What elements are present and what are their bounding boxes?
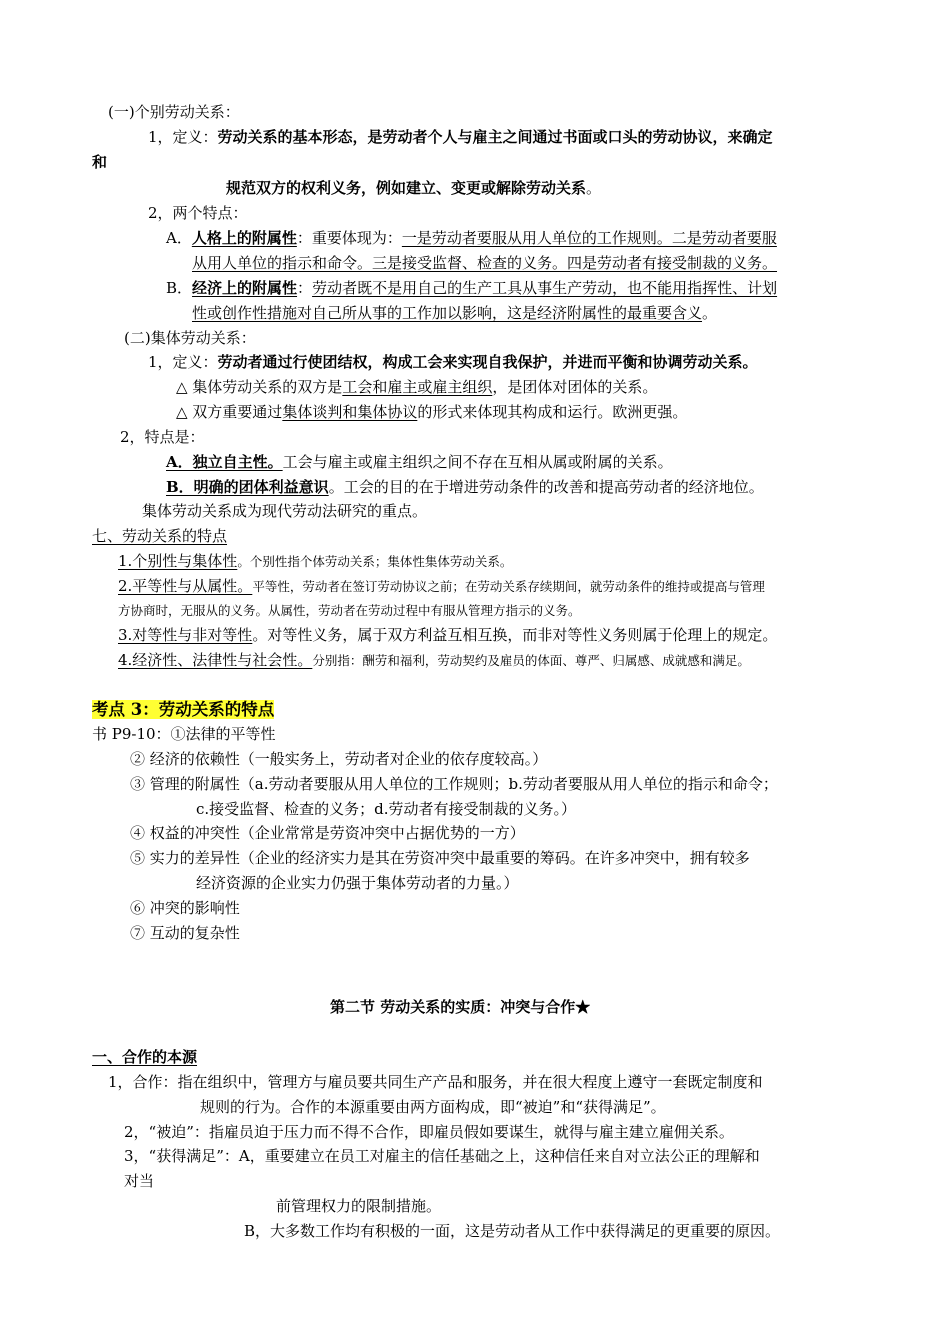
section2-line-4: B，大多数工作均有积极的一面，这是劳动者从工作中获得满足的更重要的原因。 <box>244 1222 781 1240</box>
note-2-text-2: 的形式来体现其构成和运行。欧洲更强。 <box>417 403 688 421</box>
section2-line-1: 1，合作：指在组织中，管理方与雇员要共同生产产品和服务，并在很大程度上遵守一套既定制度和 <box>108 1073 763 1091</box>
collective-note-1 <box>176 376 657 398</box>
individual-heading: (一)个别劳动关系： <box>108 103 240 121</box>
item-3-title: 3.对等性与非对等性 <box>118 626 253 644</box>
item-3-text: 。对等性义务，属于双方利益互相互换，而非对等性义务则属于伦理上的规定。 <box>252 626 778 644</box>
collective-feature-a <box>166 451 673 473</box>
item-2-text: 平等性，劳动者在签订劳动协议之前；在劳动关系存续期间，就劳动条件的维持或提高与管理 <box>252 579 765 594</box>
collective-definition-text: 劳动者通过行使团结权，构成工会来实现自我保护，并进而平衡和协调劳动关系。 <box>217 353 758 371</box>
highlighted-heading: 考点 3：劳动关系的特点 <box>92 700 275 719</box>
feature-b-text: 劳动者既不是用自己的生产工具从事生产劳动，也不能用指挥性、计划 <box>312 279 778 297</box>
section2-title: 第二节 劳动关系的实质：冲突与合作★ <box>330 998 591 1016</box>
kaodian-line-6: ⑥ 冲突的影响性 <box>130 899 240 917</box>
collective-feature-b-title: B．明确的团体利益意识 <box>166 478 329 496</box>
kaodian-line-1: 书 P9-10：①法律的平等性 <box>92 725 276 743</box>
collective-feature-a-text: 工会与雇主或雇主组织之间不存在互相从属或附属的关系。 <box>282 453 673 471</box>
note-1-text-2: ，是团体对团体的关系。 <box>492 378 658 396</box>
individual-definition-line1 <box>148 126 773 148</box>
punctuation: 。 <box>586 179 602 197</box>
individual-definition-wrap: 和 <box>92 153 108 171</box>
item-1-text: 。个别性指个体劳动关系；集体性集体劳动关系。 <box>237 554 513 569</box>
feature-a-text: 一是劳动者要服从用人单位的工作规则。二是劳动者要服 <box>401 229 777 247</box>
collective-feature-b <box>166 476 764 498</box>
section2-line-1-cont: 规则的行为。合作的本源重要由两方面构成，即“被迫”和“获得满足”。 <box>200 1098 666 1116</box>
feature-a-line2 <box>192 252 777 274</box>
note-2-underlined: 集体谈判和集体协议 <box>282 403 418 421</box>
kaodian-line-5-cont: 经济资源的企业实力仍强于集体劳动者的力量。） <box>196 874 519 892</box>
punctuation: 。 <box>702 304 718 322</box>
individual-definition-text: 劳动关系的基本形态，是劳动者个人与雇主之间通过书面或口头的劳动协议，来确定 <box>217 128 773 146</box>
item-2-title: 2.平等性与从属性。 <box>118 577 253 595</box>
section2-line-3-cont: 前管理权力的限制措施。 <box>276 1197 442 1215</box>
collective-note-2 <box>176 401 687 423</box>
kaodian-line-4: ④ 权益的冲突性（企业常常是劳资冲突中占据优势的一方） <box>130 824 525 842</box>
feature-a-lead: ：重要体现为： <box>296 229 402 247</box>
collective-features-heading: 2，特点是： <box>120 428 205 446</box>
collective-definition-prefix: 1，定义： <box>148 353 218 371</box>
section7-item-2 <box>118 575 765 598</box>
collective-heading: (二)集体劳动关系： <box>124 329 256 347</box>
note-1-text: △ 集体劳动关系的双方是 <box>176 378 343 396</box>
note-1-underlined: 工会和雇主或雇主组织 <box>342 378 493 396</box>
collective-definition <box>148 351 758 373</box>
collective-feature-a-title: A．独立自主性。 <box>166 453 283 471</box>
section7-heading: 七、劳动关系的特点 <box>92 527 228 545</box>
section7-item-4 <box>118 649 750 672</box>
individual-definition-prefix: 1，定义： <box>148 128 218 146</box>
collective-feature-b-text: 。工会的目的在于增进劳动条件的改善和提高劳动者的经济地位。 <box>328 478 764 496</box>
section7-item-1 <box>118 550 512 573</box>
section2-heading: 一、合作的本源 <box>92 1048 198 1066</box>
feature-a-title: 人格上的附属性 <box>191 229 297 247</box>
kaodian-line-7: ⑦ 互动的复杂性 <box>130 924 240 942</box>
individual-features-heading: 2，两个特点： <box>148 204 248 222</box>
feature-b-title: 经济上的附属性 <box>192 279 298 297</box>
kaodian-line-3-cont: c.接受监督、检查的义务；d.劳动者有接受制裁的义务。） <box>196 800 577 818</box>
feature-b-lead: ： <box>297 279 313 297</box>
kaodian-line-5: ⑤ 实力的差异性（企业的经济实力是其在劳资冲突中最重要的筹码。在许多冲突中，拥有较多 <box>130 849 750 867</box>
individual-definition-text-2: 规范双方的权利义务，例如建立、变更或解除劳动关系 <box>226 179 587 197</box>
feature-b-prefix: B． <box>166 279 193 297</box>
individual-definition-line2 <box>226 177 601 199</box>
feature-a-prefix: A． <box>166 229 192 247</box>
item-1-title: 1.个别性与集体性 <box>118 552 238 570</box>
section7-item-2-cont: 方协商时，无服从的义务。从属性，劳动者在劳动过程中有服从管理方指示的义务。 <box>118 603 581 618</box>
collective-summary: 集体劳动关系成为现代劳动法研究的重点。 <box>142 502 428 520</box>
feature-a-line1 <box>166 227 777 249</box>
kaodian-line-3: ③ 管理的附属性（a.劳动者要服从用人单位的工作规则；b.劳动者要服从用人单位的指示和命令； <box>130 775 778 793</box>
kaodian-line-2: ② 经济的依赖性（一般实务上，劳动者对企业的依存度较高。） <box>130 750 548 768</box>
section2-line-3-wrap: 对当 <box>124 1172 155 1190</box>
kaodian-heading <box>92 699 274 721</box>
item-4-title: 4.经济性、法律性与社会性。 <box>118 651 313 669</box>
section2-line-2: 2，“被迫”：指雇员迫于压力而不得不合作，即雇员假如要谋生，就得与雇主建立雇佣关系。 <box>124 1123 734 1141</box>
feature-b-text-2: 性或创作性措施对自己所从事的工作加以影响，这是经济附属性的最重要含义 <box>192 304 703 322</box>
feature-b-line1 <box>166 277 777 299</box>
feature-a-text-2: 从用人单位的指示和命令。三是接受监督、检查的义务。四是劳动者有接受制裁的义务。 <box>192 254 778 272</box>
section7-item-3 <box>118 624 777 646</box>
feature-b-line2 <box>192 302 717 324</box>
item-4-text: 分别指：酬劳和福利，劳动契约及雇员的体面、尊严、归属感、成就感和满足。 <box>312 653 750 668</box>
note-2-text: △ 双方重要通过 <box>176 403 283 421</box>
section2-line-3: 3，“获得满足”：A，重要建立在员工对雇主的信任基础之上，这种信任来自对立法公正的理解和 <box>124 1147 760 1165</box>
